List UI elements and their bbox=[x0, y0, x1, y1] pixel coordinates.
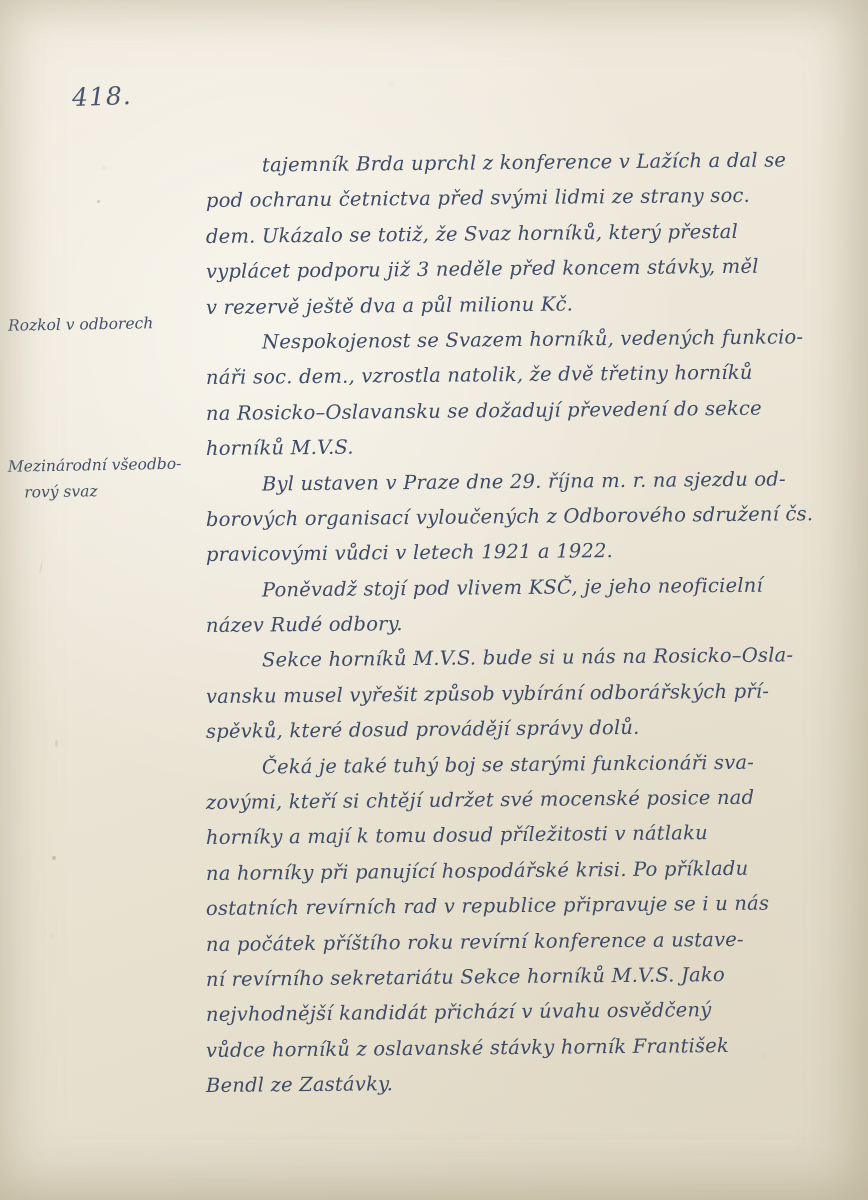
text-line: Sekce horníků M.V.S. bude si u nás na Rosicko–Osla- bbox=[261, 643, 794, 672]
margin-note-line: Rozkol v odborech bbox=[7, 314, 154, 335]
text-line: Čeká je také tuhý boj se starými funkcionáři sva- bbox=[261, 750, 755, 779]
text-line: ní revírního sekretariátu Sekce horníků M.V.S. Jako bbox=[205, 963, 725, 991]
text-line: horníky a mají k tomu dosud příležitosti v nátlaku bbox=[205, 821, 708, 850]
text-line: vansku musel vyřešit způsob vybírání odborářských pří- bbox=[205, 679, 770, 708]
text-line: Bendl ze Zastávky. bbox=[205, 1072, 394, 1098]
page-number: 418. bbox=[71, 80, 133, 113]
text-line: tajemník Brda uprchl z konference v Lažích a dal se bbox=[261, 148, 787, 177]
handwritten-body-text bbox=[206, 148, 834, 1104]
margin-note-line: Mezinárodní všeodbo- bbox=[7, 454, 182, 476]
margin-note-rozkol bbox=[8, 309, 208, 338]
text-line: na Rosicko–Oslavansku se dožadují převedení do sekce bbox=[205, 396, 762, 425]
text-line: na horníky při panující hospodářské krisi. Po příkladu bbox=[205, 856, 749, 885]
text-line: název Rudé odbory. bbox=[205, 612, 403, 638]
margin-note-mezinarodni bbox=[8, 450, 209, 505]
paper-speck bbox=[55, 740, 58, 747]
text-line: nejvhodnější kandidát přichází v úvahu osvědčený bbox=[205, 998, 712, 1027]
text-line: pod ochranu četnictva před svými lidmi ze strany soc. bbox=[205, 184, 751, 213]
text-line: borových organisací vyloučených z Odborového sdružení čs. bbox=[205, 502, 814, 531]
text-line: náři soc. dem., vzrostla natolik, že dvě třetiny horníků bbox=[205, 361, 753, 390]
text-line: ostatních revírních rad v republice připravuje se i u nás bbox=[205, 891, 770, 921]
margin-note-line: rový svaz bbox=[24, 482, 98, 502]
text-line: zovými, kteří si chtějí udržet své mocenské posice nad bbox=[205, 785, 755, 815]
text-line: na počátek příštího roku revírní konference a ustave- bbox=[205, 927, 744, 956]
text-line: vyplácet podporu již 3 neděle před koncem stávky, měl bbox=[205, 254, 759, 284]
text-line: vůdce horníků z oslavanské stávky horník František bbox=[205, 1033, 730, 1062]
paper-speck bbox=[97, 200, 100, 203]
text-line: Poněvadž stojí pod vlivem KSČ, je jeho neoficielní bbox=[261, 573, 764, 602]
paper-speck bbox=[52, 856, 56, 860]
text-line: spěvků, které dosud provádějí správy dolů. bbox=[205, 716, 640, 744]
text-line: dem. Ukázalo se totiž, že Svaz horníků, který přestal bbox=[205, 219, 739, 248]
text-line: Byl ustaven v Praze dne 29. října m. r. na sjezdu od- bbox=[261, 466, 786, 495]
paper-speck bbox=[39, 560, 44, 574]
text-line: v rezervě ještě dva a půl milionu Kč. bbox=[205, 292, 574, 319]
text-line: Nespokojenost se Svazem horníků, vedených funkcio- bbox=[261, 325, 804, 354]
text-line: horníků M.V.S. bbox=[205, 435, 354, 461]
text-line: pravicovými vůdci v letech 1921 a 1922. bbox=[205, 539, 614, 567]
